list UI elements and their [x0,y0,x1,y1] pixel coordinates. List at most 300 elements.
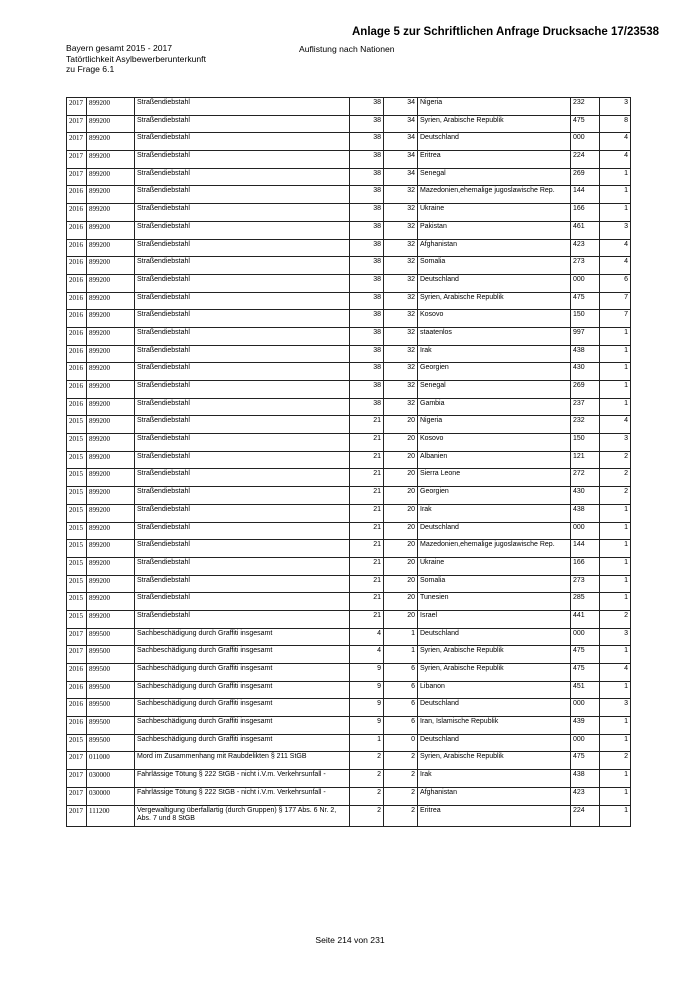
cell-code: 899200 [87,575,135,593]
table-row [67,186,631,204]
header-subtitle: Auflistung nach Nationen [299,44,395,54]
cell-year: 2016 [67,398,87,416]
cell-nation-code: 224 [571,151,600,169]
cell-nation-code: 430 [571,363,600,381]
page-footer: Seite 214 von 231 [315,935,385,945]
cell-count: 3 [600,98,631,116]
cell-nation: Syrien, Arabische Republik [418,292,571,310]
cell-code: 899200 [87,133,135,151]
table-row [67,310,631,328]
table-row [67,381,631,399]
table-row [67,752,631,770]
cell-suspects: 6 [384,681,418,699]
cell-year: 2016 [67,699,87,717]
cell-count: 3 [600,434,631,452]
cell-code: 899500 [87,664,135,682]
cell-nation-code: 144 [571,540,600,558]
cell-code: 899200 [87,487,135,505]
cell-nation-code: 441 [571,610,600,628]
cell-code: 899200 [87,557,135,575]
cell-suspects: 6 [384,699,418,717]
cell-offense: Sachbeschädigung durch Graffiti insgesamt [135,664,350,682]
cell-code: 899200 [87,398,135,416]
table-row [67,434,631,452]
cell-nation: Iran, Islamische Republik [418,717,571,735]
cell-offense: Straßendiebstahl [135,239,350,257]
cell-nation: Mazedonien,ehemalige jugoslawische Rep. [418,540,571,558]
cell-count: 1 [600,186,631,204]
cell-year: 2015 [67,416,87,434]
cell-count: 4 [600,416,631,434]
cell-code: 899200 [87,593,135,611]
cell-count: 4 [600,239,631,257]
cell-year: 2015 [67,540,87,558]
table-row [67,805,631,826]
cell-year: 2015 [67,734,87,752]
table-row [67,168,631,186]
cell-code: 899200 [87,610,135,628]
cell-nation-code: 439 [571,717,600,735]
table-row [67,363,631,381]
cell-offense: Straßendiebstahl [135,327,350,345]
cell-offense: Sachbeschädigung durch Graffiti insgesamt [135,717,350,735]
cell-total: 38 [350,310,384,328]
cell-count: 7 [600,292,631,310]
cell-offense: Straßendiebstahl [135,469,350,487]
cell-suspects: 32 [384,327,418,345]
cell-nation-code: 269 [571,381,600,399]
cell-nation-code: 000 [571,699,600,717]
cell-suspects: 20 [384,434,418,452]
cell-total: 21 [350,522,384,540]
cell-code: 899200 [87,522,135,540]
cell-count: 4 [600,664,631,682]
cell-offense: Vergewaltigung überfallartig (durch Gruppen) § 177 Abs. 6 Nr. 2, Abs. 7 und 8 StGB [135,805,350,826]
cell-total: 21 [350,610,384,628]
cell-total: 38 [350,151,384,169]
cell-count: 2 [600,752,631,770]
cell-count: 1 [600,327,631,345]
cell-nation: Syrien, Arabische Republik [418,752,571,770]
cell-nation: Deutschland [418,699,571,717]
cell-code: 899200 [87,416,135,434]
cell-suspects: 32 [384,186,418,204]
cell-nation-code: 423 [571,787,600,805]
cell-year: 2016 [67,239,87,257]
cell-total: 4 [350,646,384,664]
cell-count: 1 [600,398,631,416]
cell-suspects: 0 [384,734,418,752]
cell-year: 2016 [67,221,87,239]
cell-nation: Somalia [418,575,571,593]
cell-nation: Deutschland [418,274,571,292]
cell-suspects: 32 [384,381,418,399]
cell-code: 899200 [87,204,135,222]
cell-suspects: 34 [384,133,418,151]
cell-nation-code: 000 [571,522,600,540]
cell-count: 1 [600,381,631,399]
cell-nation-code: 423 [571,239,600,257]
cell-year: 2017 [67,787,87,805]
cell-nation-code: 273 [571,575,600,593]
cell-total: 38 [350,239,384,257]
cell-code: 899200 [87,381,135,399]
cell-nation-code: 166 [571,557,600,575]
cell-suspects: 34 [384,151,418,169]
cell-nation-code: 430 [571,487,600,505]
cell-suspects: 34 [384,98,418,116]
cell-code: 899500 [87,699,135,717]
cell-year: 2016 [67,381,87,399]
cell-nation-code: 150 [571,310,600,328]
cell-year: 2016 [67,292,87,310]
cell-total: 2 [350,770,384,788]
cell-nation-code: 272 [571,469,600,487]
cell-code: 899200 [87,345,135,363]
cell-code: 899200 [87,257,135,275]
table-row [67,557,631,575]
cell-offense: Straßendiebstahl [135,557,350,575]
cell-suspects: 34 [384,115,418,133]
cell-total: 38 [350,168,384,186]
cell-nation-code: 000 [571,628,600,646]
table-row [67,398,631,416]
cell-nation-code: 232 [571,98,600,116]
cell-offense: Sachbeschädigung durch Graffiti insgesamt [135,646,350,664]
cell-offense: Straßendiebstahl [135,151,350,169]
cell-code: 899500 [87,681,135,699]
cell-code: 899200 [87,363,135,381]
table-row [67,770,631,788]
cell-suspects: 32 [384,239,418,257]
cell-year: 2017 [67,805,87,826]
cell-nation: Albanien [418,451,571,469]
cell-nation: Pakistan [418,221,571,239]
cell-nation: Nigeria [418,98,571,116]
table-row [67,469,631,487]
cell-year: 2016 [67,274,87,292]
cell-count: 2 [600,610,631,628]
cell-nation-code: 461 [571,221,600,239]
cell-count: 2 [600,451,631,469]
cell-year: 2016 [67,681,87,699]
cell-count: 6 [600,274,631,292]
table-row [67,451,631,469]
cell-count: 4 [600,257,631,275]
cell-nation: Syrien, Arabische Republik [418,646,571,664]
cell-offense: Straßendiebstahl [135,274,350,292]
cell-offense: Straßendiebstahl [135,115,350,133]
cell-total: 21 [350,487,384,505]
cell-count: 3 [600,221,631,239]
cell-offense: Straßendiebstahl [135,363,350,381]
table-row [67,204,631,222]
cell-year: 2017 [67,151,87,169]
cell-nation-code: 166 [571,204,600,222]
cell-count: 2 [600,469,631,487]
table-row [67,628,631,646]
cell-nation-code: 997 [571,327,600,345]
cell-nation: Georgien [418,363,571,381]
cell-nation-code: 475 [571,292,600,310]
cell-code: 011000 [87,752,135,770]
table-row [67,221,631,239]
cell-suspects: 32 [384,398,418,416]
table-row [67,98,631,116]
cell-nation-code: 144 [571,186,600,204]
cell-count: 1 [600,805,631,826]
table-row [67,416,631,434]
cell-offense: Straßendiebstahl [135,133,350,151]
cell-nation: Gambia [418,398,571,416]
cell-nation: Senegal [418,168,571,186]
cell-suspects: 20 [384,416,418,434]
cell-nation-code: 000 [571,274,600,292]
table-row [67,345,631,363]
cell-count: 7 [600,310,631,328]
cell-nation: Nigeria [418,416,571,434]
cell-count: 1 [600,363,631,381]
cell-total: 38 [350,221,384,239]
data-table [66,97,631,827]
cell-year: 2015 [67,487,87,505]
cell-count: 1 [600,204,631,222]
cell-year: 2015 [67,451,87,469]
table-row [67,327,631,345]
cell-nation-code: 451 [571,681,600,699]
cell-offense: Straßendiebstahl [135,451,350,469]
table-row [67,734,631,752]
cell-offense: Straßendiebstahl [135,610,350,628]
cell-suspects: 32 [384,292,418,310]
cell-nation-code: 475 [571,752,600,770]
cell-count: 1 [600,646,631,664]
cell-suspects: 20 [384,451,418,469]
cell-offense: Straßendiebstahl [135,186,350,204]
cell-code: 899200 [87,168,135,186]
cell-code: 899200 [87,221,135,239]
cell-total: 21 [350,434,384,452]
cell-offense: Fahrlässige Tötung § 222 StGB - nicht i.V.m. Verkehrsunfall - [135,787,350,805]
cell-nation: Deutschland [418,734,571,752]
cell-count: 3 [600,628,631,646]
cell-nation: Irak [418,770,571,788]
cell-nation: Syrien, Arabische Republik [418,664,571,682]
cell-year: 2017 [67,752,87,770]
cell-nation: Deutschland [418,628,571,646]
cell-suspects: 32 [384,204,418,222]
cell-code: 899200 [87,540,135,558]
cell-offense: Sachbeschädigung durch Graffiti insgesamt [135,628,350,646]
cell-nation: Israel [418,610,571,628]
cell-nation: Mazedonien,ehemalige jugoslawische Rep. [418,186,571,204]
cell-total: 9 [350,664,384,682]
cell-nation-code: 000 [571,133,600,151]
cell-nation-code: 232 [571,416,600,434]
table-row [67,664,631,682]
cell-total: 9 [350,717,384,735]
cell-code: 899200 [87,504,135,522]
cell-suspects: 1 [384,646,418,664]
cell-total: 21 [350,469,384,487]
cell-nation: Kosovo [418,310,571,328]
cell-suspects: 6 [384,717,418,735]
cell-year: 2015 [67,504,87,522]
cell-count: 1 [600,593,631,611]
cell-year: 2015 [67,593,87,611]
cell-count: 1 [600,557,631,575]
cell-total: 21 [350,504,384,522]
cell-offense: Straßendiebstahl [135,540,350,558]
cell-offense: Straßendiebstahl [135,434,350,452]
cell-suspects: 32 [384,345,418,363]
cell-code: 899200 [87,186,135,204]
table-row [67,522,631,540]
cell-nation-code: 475 [571,664,600,682]
cell-year: 2016 [67,186,87,204]
cell-suspects: 20 [384,540,418,558]
cell-year: 2015 [67,522,87,540]
cell-count: 1 [600,345,631,363]
table-row [67,717,631,735]
cell-year: 2015 [67,610,87,628]
cell-nation-code: 150 [571,434,600,452]
table-row [67,115,631,133]
table-row [67,151,631,169]
cell-year: 2016 [67,257,87,275]
cell-count: 1 [600,522,631,540]
cell-count: 1 [600,681,631,699]
cell-offense: Straßendiebstahl [135,593,350,611]
cell-code: 899200 [87,274,135,292]
cell-count: 1 [600,787,631,805]
cell-offense: Straßendiebstahl [135,221,350,239]
cell-count: 1 [600,717,631,735]
cell-suspects: 20 [384,522,418,540]
table-row [67,699,631,717]
cell-total: 38 [350,186,384,204]
cell-count: 1 [600,770,631,788]
cell-code: 899200 [87,292,135,310]
cell-year: 2017 [67,770,87,788]
table-row [67,257,631,275]
cell-nation-code: 121 [571,451,600,469]
cell-nation-code: 000 [571,734,600,752]
cell-code: 899200 [87,310,135,328]
cell-total: 2 [350,805,384,826]
cell-total: 9 [350,699,384,717]
cell-count: 8 [600,115,631,133]
table-row [67,292,631,310]
cell-count: 1 [600,168,631,186]
cell-total: 9 [350,681,384,699]
document-title: Anlage 5 zur Schriftlichen Anfrage Drucksache 17/23538 [351,26,659,38]
cell-year: 2016 [67,363,87,381]
cell-nation-code: 438 [571,345,600,363]
cell-count: 4 [600,133,631,151]
cell-nation: Sierra Leone [418,469,571,487]
cell-total: 21 [350,557,384,575]
cell-offense: Straßendiebstahl [135,522,350,540]
cell-offense: Straßendiebstahl [135,257,350,275]
cell-suspects: 34 [384,168,418,186]
cell-total: 21 [350,451,384,469]
cell-code: 030000 [87,770,135,788]
cell-code: 899200 [87,451,135,469]
cell-nation-code: 285 [571,593,600,611]
table-row [67,239,631,257]
cell-suspects: 20 [384,469,418,487]
cell-year: 2016 [67,664,87,682]
cell-year: 2016 [67,345,87,363]
cell-code: 899500 [87,628,135,646]
cell-nation-code: 273 [571,257,600,275]
header-line-question: zu Frage 6.1 [66,64,115,75]
cell-suspects: 20 [384,504,418,522]
table-row [67,274,631,292]
cell-code: 030000 [87,787,135,805]
cell-offense: Sachbeschädigung durch Graffiti insgesamt [135,734,350,752]
cell-suspects: 2 [384,770,418,788]
table-row [67,593,631,611]
cell-year: 2017 [67,98,87,116]
cell-code: 899500 [87,717,135,735]
cell-nation: Kosovo [418,434,571,452]
cell-total: 1 [350,734,384,752]
cell-count: 1 [600,504,631,522]
table-row [67,575,631,593]
cell-nation: Eritrea [418,151,571,169]
cell-offense: Fahrlässige Tötung § 222 StGB - nicht i.V.m. Verkehrsunfall - [135,770,350,788]
cell-year: 2016 [67,204,87,222]
cell-year: 2016 [67,717,87,735]
cell-suspects: 32 [384,221,418,239]
cell-nation: Somalia [418,257,571,275]
cell-year: 2016 [67,327,87,345]
cell-total: 2 [350,787,384,805]
cell-count: 3 [600,699,631,717]
cell-nation-code: 438 [571,504,600,522]
cell-suspects: 1 [384,628,418,646]
cell-code: 899200 [87,469,135,487]
cell-nation: Irak [418,504,571,522]
cell-offense: Straßendiebstahl [135,98,350,116]
cell-nation: Ukraine [418,204,571,222]
cell-nation: Eritrea [418,805,571,826]
table-row [67,540,631,558]
cell-nation: Afghanistan [418,787,571,805]
cell-offense: Straßendiebstahl [135,381,350,399]
cell-offense: Sachbeschädigung durch Graffiti insgesamt [135,681,350,699]
cell-offense: Straßendiebstahl [135,575,350,593]
cell-year: 2017 [67,168,87,186]
cell-suspects: 32 [384,274,418,292]
table-row [67,487,631,505]
cell-offense: Straßendiebstahl [135,310,350,328]
cell-code: 899200 [87,239,135,257]
table-row [67,504,631,522]
cell-year: 2015 [67,575,87,593]
cell-code: 111200 [87,805,135,826]
cell-year: 2015 [67,557,87,575]
cell-total: 38 [350,345,384,363]
cell-total: 38 [350,257,384,275]
cell-suspects: 20 [384,575,418,593]
cell-offense: Sachbeschädigung durch Graffiti insgesamt [135,699,350,717]
table-row [67,646,631,664]
cell-nation-code: 438 [571,770,600,788]
cell-code: 899200 [87,98,135,116]
